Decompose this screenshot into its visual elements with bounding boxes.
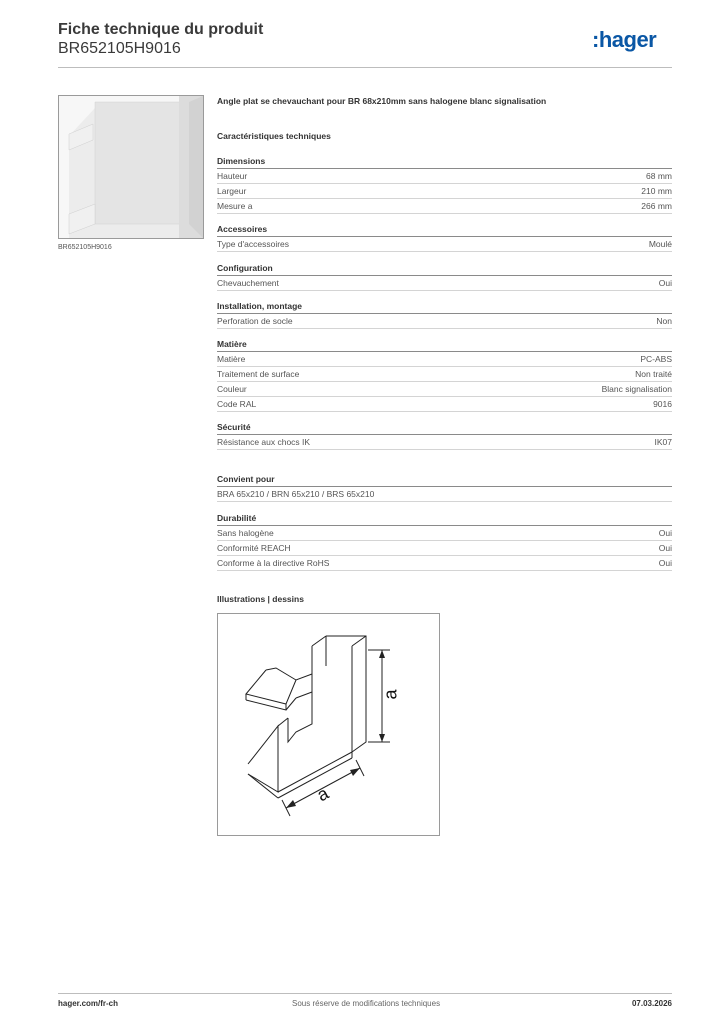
page-title: Fiche technique du produit: [58, 21, 264, 38]
section-title: Convient pour: [217, 473, 672, 487]
section-durabilite: [217, 512, 672, 571]
section-title: Dimensions: [217, 155, 672, 169]
section-dimensions: [217, 155, 672, 214]
spec-value: Oui: [658, 528, 672, 538]
dimension-label-vertical: a: [380, 689, 401, 700]
spec-value: IK07: [654, 437, 672, 447]
illustrations-title: Illustrations | dessins: [217, 594, 304, 604]
section-convient-pour: [217, 473, 672, 502]
spec-row: [217, 556, 672, 571]
spec-row: [217, 184, 672, 199]
spec-row: [217, 397, 672, 412]
spec-value: Oui: [658, 278, 672, 288]
product-title: Angle plat se chevauchant pour BR 68x210mm sans halogene blanc signalisation: [217, 96, 547, 106]
spec-value: 68 mm: [646, 171, 672, 181]
spec-row: [217, 367, 672, 382]
spec-row: [217, 435, 672, 450]
product-photo-drawing: [59, 96, 203, 238]
spec-value: Moulé: [648, 239, 672, 249]
spec-label: Résistance aux chocs IK: [217, 437, 311, 447]
spec-label: Sans halogène: [217, 528, 274, 538]
spec-row: [217, 276, 672, 291]
footer-website-link[interactable]: hager.com/fr-ch: [58, 999, 119, 1008]
spec-value: Oui: [658, 558, 672, 568]
section-title: Configuration: [217, 262, 672, 276]
spec-row: [217, 352, 672, 367]
section-title: Sécurité: [217, 421, 672, 435]
section-title: Installation, montage: [217, 300, 672, 314]
spec-value: PC-ABS: [640, 354, 672, 364]
section-configuration: [217, 262, 672, 291]
spec-label: Perforation de socle: [217, 316, 293, 326]
spec-value: 266 mm: [641, 201, 672, 211]
spec-label: Hauteur: [217, 171, 248, 181]
section-title: Accessoires: [217, 223, 672, 237]
spec-label: BRA 65x210 / BRN 65x210 / BRS 65x210: [217, 489, 375, 499]
section-securite: [217, 421, 672, 450]
product-reference: BR652105H9016: [58, 40, 181, 57]
spec-value: Non traité: [635, 369, 672, 379]
spec-label: Largeur: [217, 186, 247, 196]
footer-notice: Sous réserve de modifications techniques: [292, 999, 441, 1008]
spec-label: Couleur: [217, 384, 247, 394]
spec-label: Mesure a: [217, 201, 253, 211]
spec-row: [217, 541, 672, 556]
dimension-label-horizontal: a: [313, 782, 332, 806]
section-matiere: [217, 338, 672, 412]
thumbnail-caption: BR652105H9016: [58, 244, 112, 251]
spec-row: [217, 487, 672, 502]
spec-row: [217, 314, 672, 329]
section-accessoires: [217, 223, 672, 252]
spec-value: 9016: [653, 399, 672, 409]
technical-drawing: [217, 613, 440, 836]
spec-value: Non: [656, 316, 672, 326]
spec-label: Type d'accessoires: [217, 239, 290, 249]
spec-label: Traitement de surface: [217, 369, 300, 379]
section-installation: [217, 300, 672, 329]
header-divider: [58, 67, 672, 68]
section-title: Matière: [217, 338, 672, 352]
spec-value: Blanc signalisation: [601, 384, 672, 394]
spec-label: Conforme à la directive RoHS: [217, 558, 330, 568]
section-title: Durabilité: [217, 512, 672, 526]
spec-label: Chevauchement: [217, 278, 279, 288]
spec-label: Conformité REACH: [217, 543, 291, 553]
spec-row: [217, 382, 672, 397]
spec-row: [217, 169, 672, 184]
product-thumbnail: [58, 95, 204, 239]
spec-value: 210 mm: [641, 186, 672, 196]
spec-row: [217, 526, 672, 541]
spec-label: Code RAL: [217, 399, 257, 409]
spec-row: [217, 237, 672, 252]
spec-row: [217, 199, 672, 214]
specs-heading: Caractéristiques techniques: [217, 131, 331, 141]
footer-date: 07.03.2026: [631, 999, 672, 1008]
spec-value: Oui: [658, 543, 672, 553]
spec-label: Matière: [217, 354, 246, 364]
hager-logo: :hager: [592, 27, 657, 52]
footer-divider: [58, 993, 672, 994]
